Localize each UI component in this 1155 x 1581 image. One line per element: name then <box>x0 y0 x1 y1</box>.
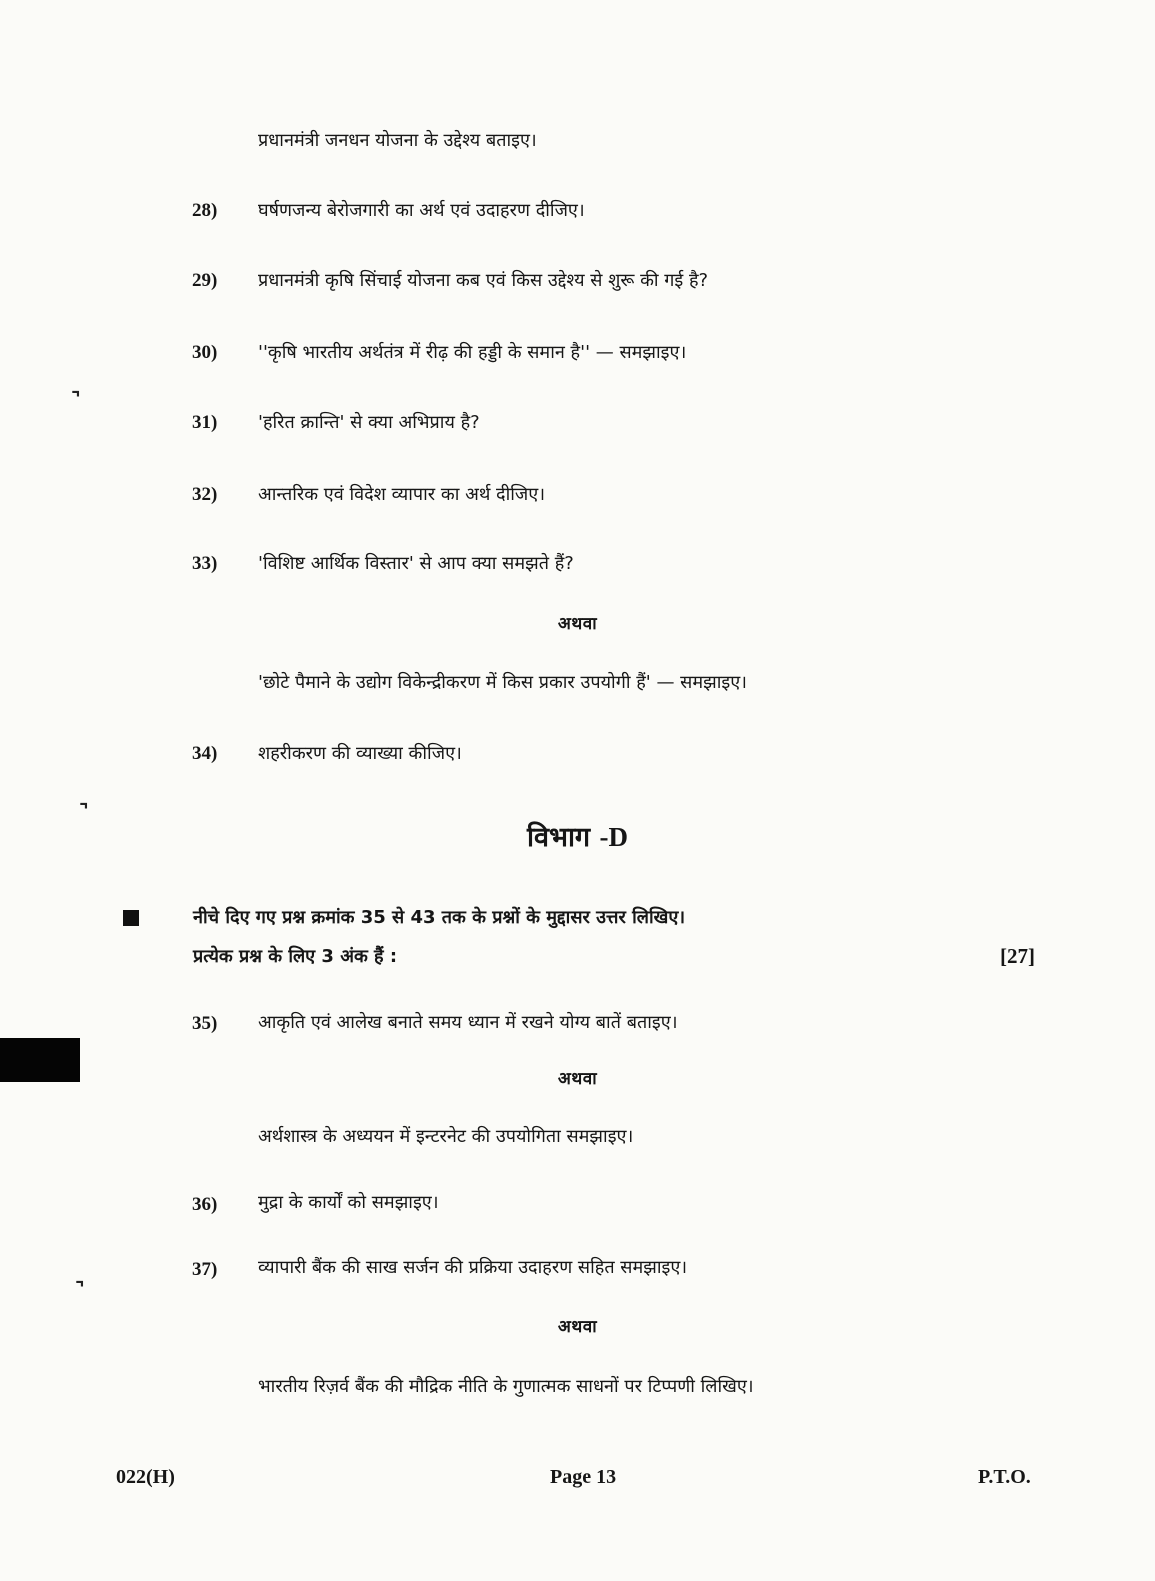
question-33-number: 33) <box>192 553 218 574</box>
question-27-text: प्रधानमंत्री जनधन योजना के उद्देश्य बताइए। <box>258 130 537 151</box>
or-label: अथवा <box>557 614 598 634</box>
scan-redaction-block <box>0 1038 80 1082</box>
question-35-text: आकृति एवं आलेख बनाते समय ध्यान में रखने योग्य बातें बताइए। <box>258 1012 678 1033</box>
question-34-text: शहरीकरण की व्याख्या कीजिए। <box>258 743 462 764</box>
page-number: Page 13 <box>550 1466 617 1488</box>
or-label: अथवा <box>557 1317 598 1337</box>
section-instruction-line-1: नीचे दिए गए प्रश्न क्रमांक 35 से 43 तक के प्रश्नों के मुद्दासर उत्तर लिखिए। <box>193 907 686 928</box>
question-35-number: 35) <box>192 1013 218 1034</box>
question-32-number: 32) <box>192 484 218 505</box>
binding-mark-icon: ˺ <box>70 385 82 425</box>
section-title-hindi: विभाग <box>526 822 591 853</box>
question-37-number: 37) <box>192 1259 218 1280</box>
question-29-number: 29) <box>192 270 218 291</box>
question-33-alternative: 'छोटे पैमाने के उद्योग विकेन्द्रीकरण में किस प्रकार उपयोगी हैं' — समझाइए। <box>258 672 747 693</box>
paper-code: 022(H) <box>116 1466 175 1488</box>
question-28-number: 28) <box>192 200 218 221</box>
question-36-number: 36) <box>192 1194 218 1215</box>
question-37-alternative: भारतीय रिज़र्व बैंक की मौद्रिक नीति के गुणात्मक साधनों पर टिप्पणी लिखिए। <box>258 1376 754 1397</box>
section-title <box>0 817 1155 854</box>
pto-label: P.T.O. <box>978 1466 1031 1488</box>
section-title-letter: -D <box>599 822 629 852</box>
or-label: अथवा <box>557 1069 598 1089</box>
question-31-text: 'हरित क्रान्ति' से क्या अभिप्राय है? <box>258 412 480 433</box>
binding-mark-icon: ˺ <box>74 1275 86 1315</box>
question-33-text: 'विशिष्ट आर्थिक विस्तार' से आप क्या समझते हैं? <box>258 553 574 574</box>
question-37-text: व्यापारी बैंक की साख सर्जन की प्रक्रिया उदाहरण सहित समझाइए। <box>258 1257 688 1278</box>
question-34-number: 34) <box>192 743 218 764</box>
binding-mark-icon: ˺ <box>78 797 90 837</box>
question-36-text: मुद्रा के कार्यों को समझाइए। <box>258 1192 439 1213</box>
section-marks: [27] <box>1000 944 1035 968</box>
question-31-number: 31) <box>192 412 218 433</box>
question-28-text: घर्षणजन्य बेरोजगारी का अर्थ एवं उदाहरण दीजिए। <box>258 200 585 221</box>
bullet-square-icon <box>123 910 139 926</box>
question-32-text: आन्तरिक एवं विदेश व्यापार का अर्थ दीजिए। <box>258 484 546 505</box>
question-35-alternative: अर्थशास्त्र के अध्ययन में इन्टरनेट की उपयोगिता समझाइए। <box>258 1126 634 1147</box>
question-30-number: 30) <box>192 342 218 363</box>
question-30-text: ''कृषि भारतीय अर्थतंत्र में रीढ़ की हड्डी के समान है'' — समझाइए। <box>258 342 687 363</box>
question-29-text: प्रधानमंत्री कृषि सिंचाई योजना कब एवं किस उद्देश्य से शुरू की गई है? <box>258 270 709 291</box>
section-instruction-line-2: प्रत्येक प्रश्न के लिए 3 अंक हैं : <box>193 946 398 967</box>
